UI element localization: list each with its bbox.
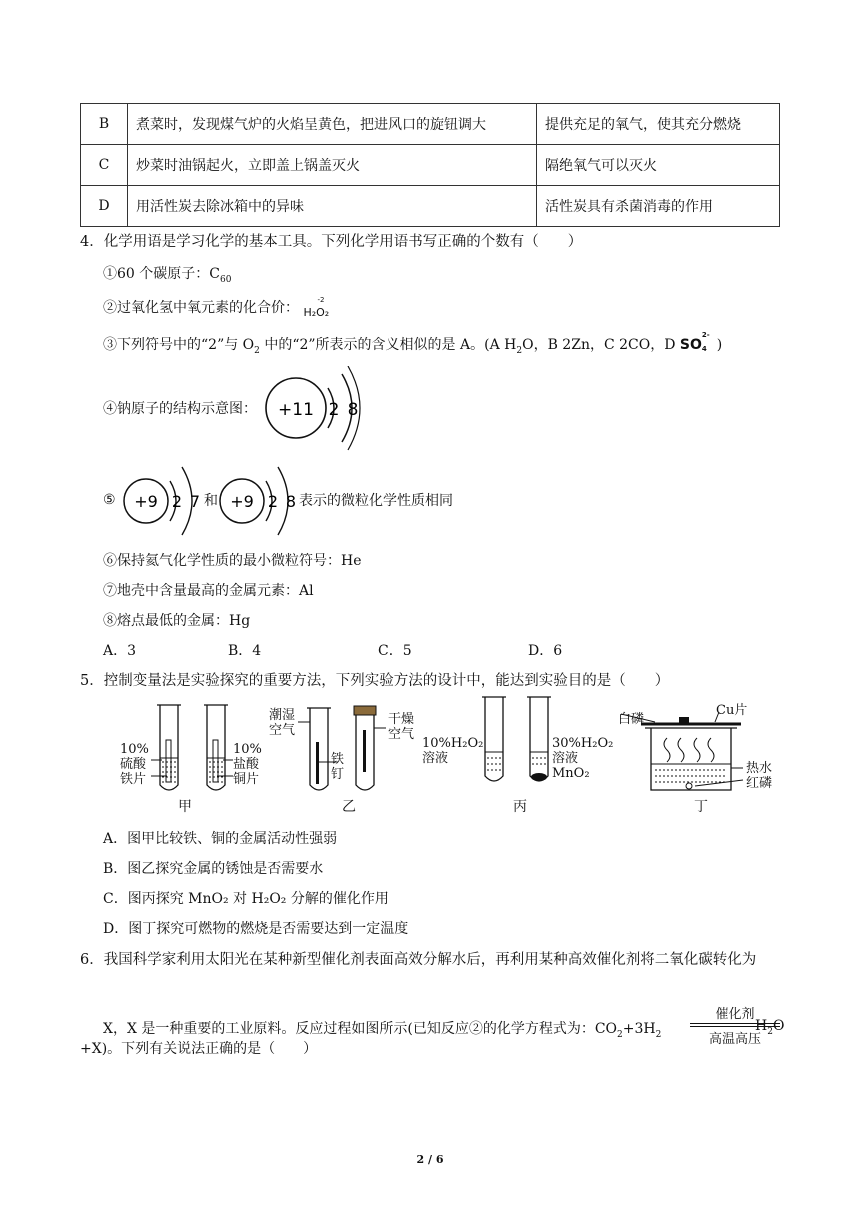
ding-caption: 丁 — [694, 799, 708, 815]
shell-1-count: 2 — [328, 400, 340, 420]
q4-item5-and: 和 — [204, 493, 218, 509]
q6-product: $H_2O$ — [755, 1018, 785, 1037]
yi-mid-label: 铁 钉 — [331, 752, 345, 782]
nucleus-label: +11 — [278, 400, 314, 420]
q4-item7: ⑦地壳中含量最高的金属元素：Al — [103, 583, 314, 599]
valence-mark: -2 — [317, 296, 325, 304]
row-measure: 煮菜时，发现煤气炉的火焰呈黄色，把进风口的旋钮调大 — [128, 104, 537, 145]
bing-right-label: 30%H₂O₂ 溶液 MnO₂ — [552, 736, 614, 781]
row-reason: 活性炭具有杀菌消毒的作用 — [537, 186, 780, 227]
q5-stem: 5．控制变量法是实验探究的重要方法，下列实验方法的设计中，能达到实验目的是（ ） — [80, 673, 670, 689]
fluoride-ion-diagram — [216, 459, 306, 541]
q5-option-a[interactable]: A．图甲比较铁、铜的金属活动性强弱 — [103, 831, 338, 847]
page-number: 2 / 6 — [416, 1153, 444, 1166]
sodium-atom-diagram — [262, 366, 372, 454]
table-row — [81, 186, 780, 227]
table-row — [81, 104, 780, 145]
q6-line2: X，X 是一种重要的工业原料。反应过程如图所示(已知反应②的化学方程式为：$CO_2+3H_2$ — [103, 1021, 662, 1040]
row-key: D — [81, 186, 128, 227]
q6-line1: 6．我国科学家利用太阳光在某种新型催化剂表面高效分解水后，再利用某种高效催化剂将二氧化碳转化为 — [80, 952, 757, 968]
q5-option-b[interactable]: B．图乙探究金属的锈蚀是否需要水 — [103, 861, 324, 877]
q4-option-a[interactable]: A．3 — [103, 643, 137, 659]
row-key: B — [81, 104, 128, 145]
svg-text:7: 7 — [189, 492, 201, 511]
svg-text:+9: +9 — [134, 492, 158, 511]
bing-left-label: 10%H₂O₂ 溶液 — [422, 736, 484, 766]
svg-text:8: 8 — [285, 492, 297, 511]
svg-text:2: 2 — [267, 492, 279, 511]
sulfate-ion: SO 2- 4 — [679, 331, 710, 353]
ding-label-hot-water: 热水 — [746, 761, 773, 776]
options-table — [80, 103, 780, 227]
q6-line3: +X)。下列有关说法正确的是（ ） — [80, 1041, 318, 1057]
q4-option-d[interactable]: D．6 — [528, 643, 563, 659]
q4-item3: ③下列符号中的“2”与 $O_2$ 中的“2”所表示的含义相似的是 A。(A $H_2O$，B 2Zn，C 2CO，D SO 2- 4 ) — [103, 331, 723, 356]
q5-option-c[interactable]: C．图丙探究 MnO₂ 对 H₂O₂ 分解的催化作用 — [103, 891, 389, 907]
yi-right-label: 干燥 空气 — [388, 712, 415, 742]
q4-item8: ⑧熔点最低的金属：Hg — [103, 613, 251, 629]
row-measure: 炒菜时油锅起火，立即盖上锅盖灭火 — [128, 145, 537, 186]
bing-caption: 丙 — [513, 799, 527, 815]
svg-text:+9: +9 — [230, 492, 254, 511]
q4-option-c[interactable]: C．5 — [378, 643, 412, 659]
q4-item4: ④钠原子的结构示意图： — [103, 401, 257, 417]
row-measure: 用活性炭去除冰箱中的异味 — [128, 186, 537, 227]
yi-caption: 乙 — [342, 799, 356, 815]
q4-item1: ①60 个碳原子：$C_{60}$ — [103, 266, 232, 285]
jia-left-label: 10% 硫酸 铁片 — [120, 742, 149, 787]
ding-label-white-phosphorus: 白磷 — [618, 712, 645, 727]
jia-caption: 甲 — [178, 799, 192, 815]
q4-item2: ②过氧化氢中氧元素的化合价： -2 H₂O₂ — [103, 296, 330, 319]
shell-2-count: 8 — [347, 400, 359, 420]
svg-text:2: 2 — [171, 492, 183, 511]
fluorine-atom-diagram — [116, 459, 206, 541]
yi-left-label: 潮湿 空气 — [269, 708, 296, 738]
reaction-conditions: 催化剂 高温高压 — [690, 1003, 780, 1047]
jia-right-label: 10% 盐酸 铜片 — [233, 742, 262, 787]
ding-label-cu: Cu片 — [716, 703, 748, 718]
row-reason: 隔绝氧气可以灭火 — [537, 145, 780, 186]
q4-option-b[interactable]: B．4 — [228, 643, 262, 659]
q4-item5-prefix: ⑤ — [103, 492, 116, 508]
q4-item6: ⑥保持氦气化学性质的最小微粒符号：He — [103, 553, 362, 569]
table-row — [81, 145, 780, 186]
row-reason: 提供充足的氧气，使其充分燃烧 — [537, 104, 780, 145]
ding-label-red-phosphorus: 红磷 — [746, 776, 773, 791]
q4-stem: 4．化学用语是学习化学的基本工具。下列化学用语书写正确的个数有（ ） — [80, 234, 583, 250]
row-key: C — [81, 145, 128, 186]
q5-option-d[interactable]: D．图丁探究可燃物的燃烧是否需要达到一定温度 — [103, 921, 409, 937]
q4-item5-suffix: 表示的微粒化学性质相同 — [299, 493, 453, 509]
